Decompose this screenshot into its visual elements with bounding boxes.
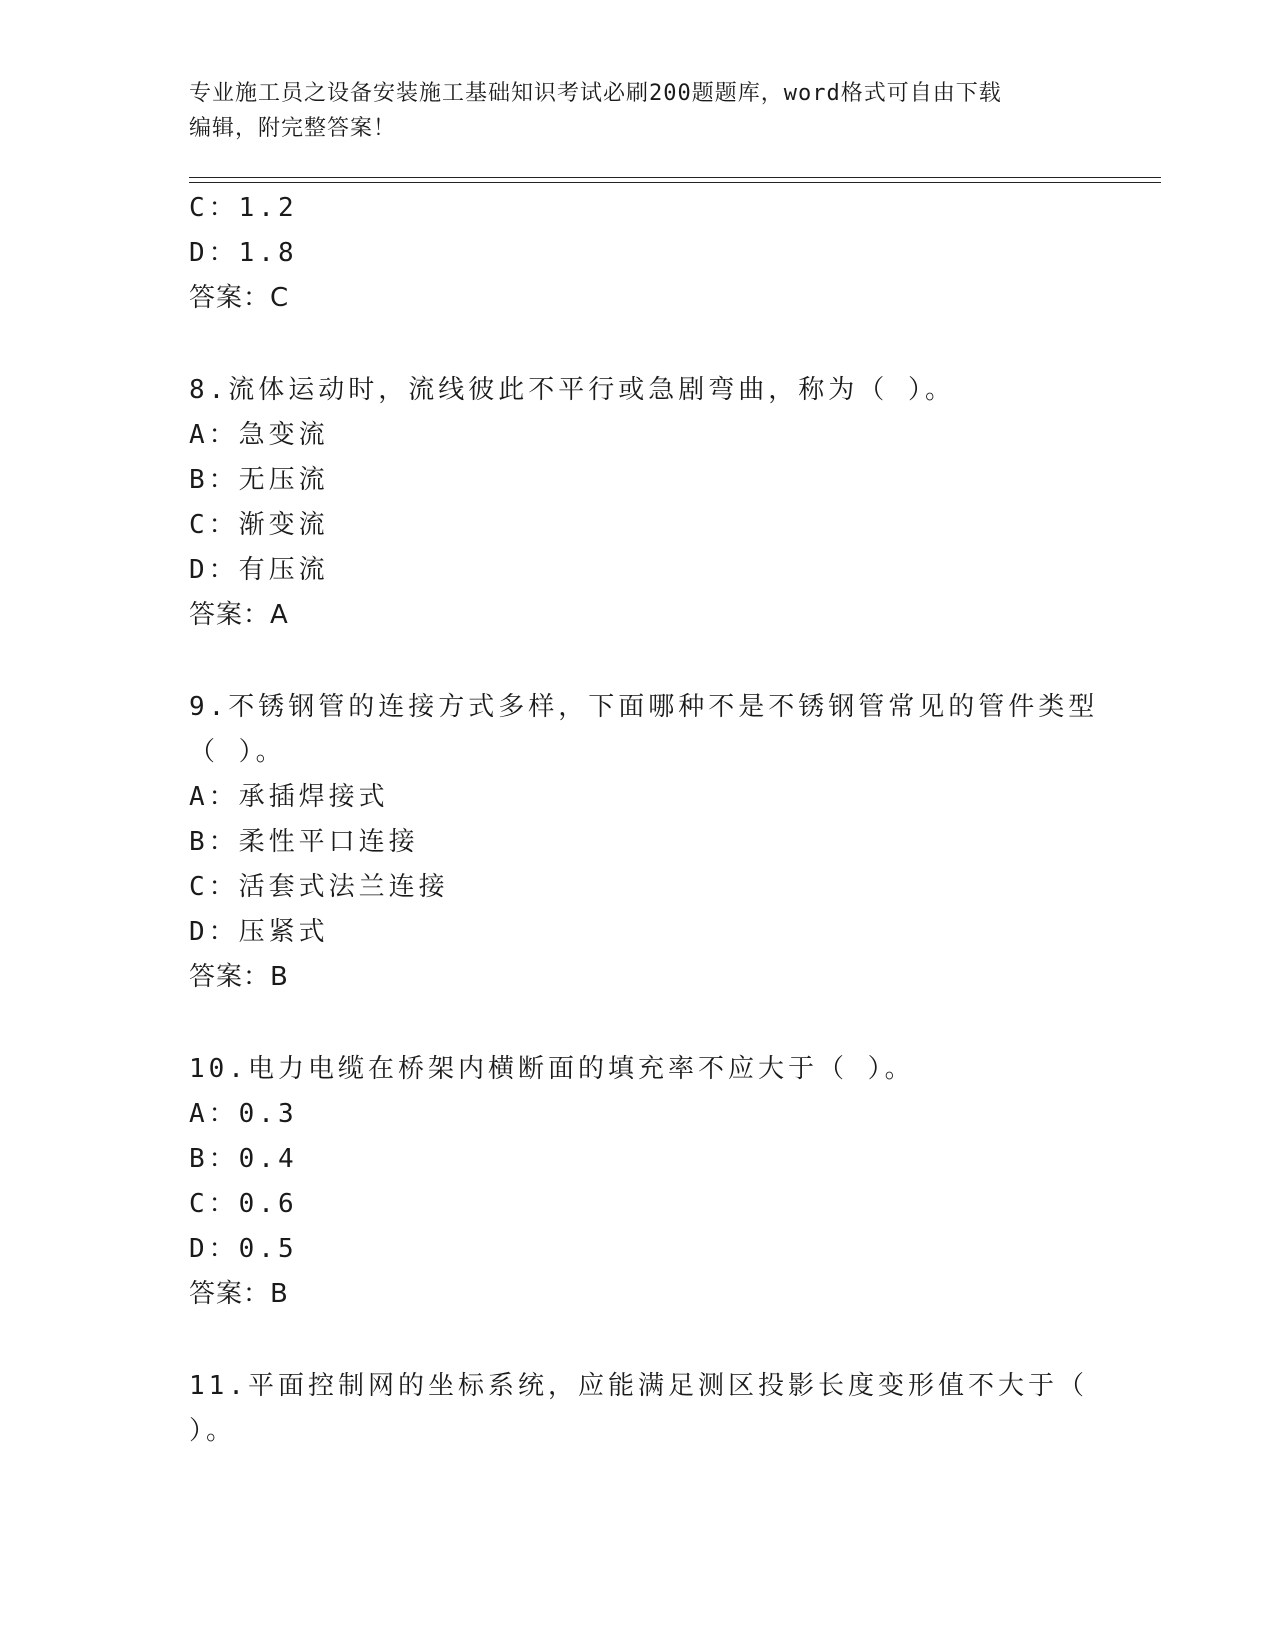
- question-stem: 9.不锈钢管的连接方式多样，下面哪种不是不锈钢管常见的管件类型: [189, 692, 1099, 722]
- question-stem: 11.平面控制网的坐标系统，应能满足测区投影长度变形值不大于（: [189, 1371, 1088, 1401]
- option-d: D：压紧式: [189, 917, 329, 947]
- question-stem-continued: （ ）。: [189, 737, 286, 767]
- option-a: A：承插焊接式: [189, 782, 389, 812]
- answer-line: 答案：A: [189, 600, 289, 630]
- option-b: B：0.4: [189, 1144, 298, 1174]
- option-c: C：活套式法兰连接: [189, 872, 449, 902]
- option-b: B：无压流: [189, 465, 329, 495]
- question-stem: 10.电力电缆在桥架内横断面的填充率不应大于（ ）。: [189, 1054, 915, 1084]
- question-stem-continued: ）。: [189, 1416, 237, 1446]
- option-d: D：有压流: [189, 555, 329, 585]
- option-c: C：0.6: [189, 1189, 298, 1219]
- question-stem: 8.流体运动时，流线彼此不平行或急剧弯曲，称为（ ）。: [189, 375, 955, 405]
- answer-line: 答案：B: [189, 962, 289, 992]
- header-title-line-2: 编辑，附完整答案！: [189, 116, 397, 141]
- option-b: B：柔性平口连接: [189, 827, 419, 857]
- header-divider-top: [189, 177, 1161, 178]
- option-a: A：0.3: [189, 1099, 298, 1129]
- option-c: C：渐变流: [189, 510, 329, 540]
- option-d: D：1.8: [189, 238, 298, 268]
- option-d: D：0.5: [189, 1234, 298, 1264]
- answer-line: 答案：B: [189, 1279, 289, 1309]
- answer-line: 答案：C: [189, 283, 290, 313]
- header-title-line-1: 专业施工员之设备安装施工基础知识考试必刷200题题库，word格式可自由下载: [189, 81, 1002, 106]
- option-c: C：1.2: [189, 193, 298, 223]
- document-header: [189, 76, 1089, 146]
- option-a: A：急变流: [189, 420, 329, 450]
- header-divider-bottom: [189, 182, 1161, 183]
